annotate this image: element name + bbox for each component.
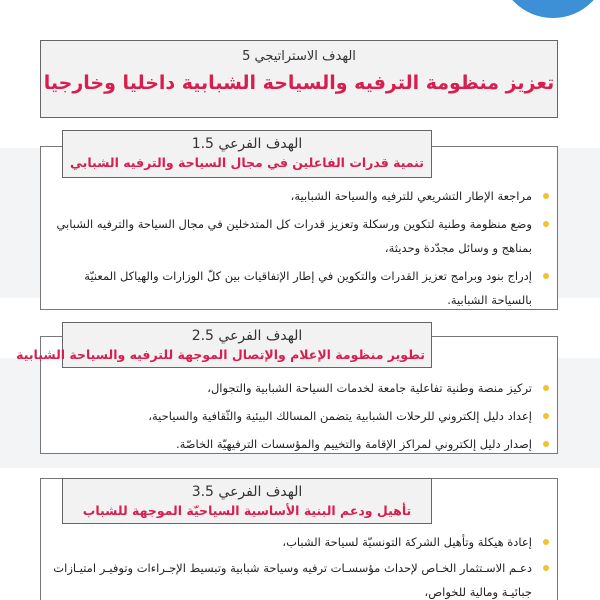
bullet-dot — [543, 565, 549, 571]
sub-goal-number: الهدف الفرعي 1.5 — [191, 136, 303, 152]
bullet-dot — [543, 221, 549, 227]
sub-goal-number: الهدف الفرعي 3.5 — [191, 484, 303, 500]
bullet-dot — [543, 193, 549, 199]
bullet-dot — [543, 413, 549, 419]
sub-goal-items-3 — [40, 530, 558, 600]
bullet-dot — [543, 539, 549, 545]
sub-goal-title: تنمية قدرات الفاعلين في مجال السياحة والترفيه الشبابي — [70, 155, 424, 170]
list-item: إعادة هيكلة وتأهيل الشركة التونسيّة لسياحة الشباب، — [40, 530, 558, 554]
list-item: تركيز منصة وطنية تفاعلية جامعة لخدمات السياحة الشبابية والتجوال، — [40, 376, 558, 400]
strategic-goal-number: الهدف الاستراتيجي 5 — [242, 49, 356, 64]
sub-goal-items-2 — [40, 376, 558, 456]
list-item: إدراج بنود وبرامج تعزيز القدرات والتكوين في إطار الإتفاقيات بين كلّ الوزارات والهياكل المعنيّة بالسياحة الشبابية. — [40, 264, 558, 312]
list-item: إصدار دليل إلكتروني لمراكز الإقامة والتخييم والمؤسسات الترفيهيّة الخاصّة. — [40, 432, 558, 456]
strategic-goal-header — [40, 40, 558, 118]
sub-goal-items-1 — [40, 184, 558, 312]
list-item: إعداد دليل إلكتروني للرحلات الشبابية يتضمن المسالك البيئية والثّقافية والسياحية، — [40, 404, 558, 428]
sub-goal-header-1 — [62, 130, 432, 178]
list-item: وضع منظومة وطنية لتكوين ورسكلة وتعزيز قدرات كل المتدخلين في مجال السياحة والترفيه الشبابي بمناهج و وسائل مجدّدة وحديثة، — [40, 212, 558, 260]
sub-goal-header-3 — [62, 478, 432, 524]
strategic-goal-title: تعزيز منظومة الترفيه والسياحة الشبابية داخليا وخارجيا — [43, 72, 555, 94]
sub-goal-title: تأهيل ودعم البنية الأساسية السياحيّة الموجهة للشباب — [82, 503, 412, 518]
decorative-circle — [498, 0, 600, 18]
sub-goal-number: الهدف الفرعي 2.5 — [191, 328, 303, 344]
list-item: مراجعة الإطار التشريعي للترفيه والسياحة الشبابية، — [40, 184, 558, 208]
list-item: دعـم الاسـتثمار الخـاص لإحداث مؤسسـات ترفيه وسياحة شبابية وتبسيط الإجـراءات وتوفيـر امتيـازات جبائيـة ومالية للخواص، — [40, 556, 558, 600]
bullet-dot — [543, 273, 549, 279]
sub-goal-header-2 — [16, 322, 432, 368]
sub-goal-title: تطوير منظومة الإعلام والإتصال الموجهة للترفيه والسياحة الشبابية — [16, 347, 425, 362]
bullet-dot — [543, 441, 549, 447]
bullet-dot — [543, 385, 549, 391]
